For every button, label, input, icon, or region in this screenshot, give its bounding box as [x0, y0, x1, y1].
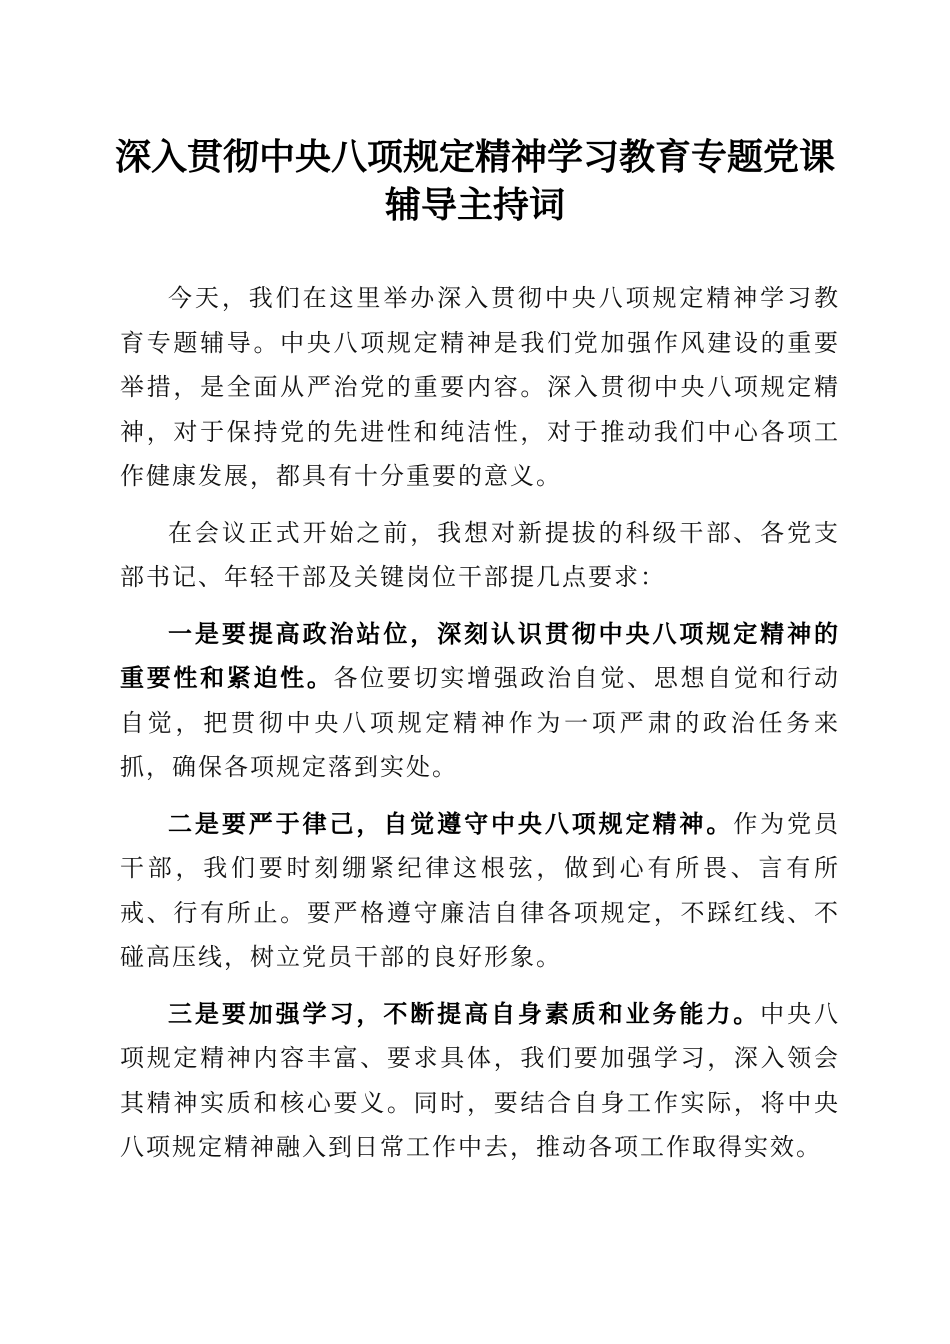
paragraph-text: 在会议正式开始之前，我想对新提拔的科级干部、各党支部书记、年轻干部及关键岗位干部提几点要求： — [120, 518, 840, 591]
paragraph-lead: 二是要严于律己，自觉遵守中央八项规定精神。 — [168, 808, 734, 838]
document-title-line1: 深入贯彻中央八项规定精神学习教育专题党课 — [114, 137, 835, 178]
paragraph-text: 今天，我们在这里举办深入贯彻中央八项规定精神学习教育专题辅导。中央八项规定精神是我们党加强作风建设的重要举措，是全面从严治党的重要内容。深入贯彻中央八项规定精神，对于保持党的先进性和纯洁性，对于推动我们中心各项工作健康发展，都具有十分重要的意义。 — [120, 284, 840, 490]
document-title-line2: 辅导主持词 — [384, 185, 565, 226]
paragraph-lead: 三是要加强学习，不断提高自身素质和业务能力。 — [168, 998, 761, 1028]
paragraph-text: 中央八项规定精神内容丰富、要求具体，我们要加强学习，深入领会其精神实质和核心要义。同时，要结合自身工作实际，将中央八项规定精神融入到日常工作中去，推动各项工作取得实效。 — [120, 999, 841, 1161]
document-body — [120, 276, 840, 1182]
paragraph-requirements-intro — [120, 511, 840, 600]
paragraph-text: 作为党员干部，我们要时刻绷紧纪律这根弦，做到心有所畏、言有所戒、行有所止。要严格遵守廉洁自律各项规定，不踩红线、不碰高压线，树立党员干部的良好形象。 — [120, 809, 840, 971]
paragraph-requirement-two — [120, 802, 840, 980]
paragraph-opening — [120, 276, 840, 499]
paragraph-requirement-one — [120, 612, 840, 790]
paragraph-requirement-three — [120, 992, 840, 1170]
paragraph-lead: 一是要提高政治站位，深刻认识贯彻中央八项规定精神的重要性和紧迫性。 — [120, 618, 840, 692]
paragraph-text: 各位要切实增强政治自觉、思想自觉和行动自觉，把贯彻中央八项规定精神作为一项严肃的政治任务来抓，确保各项规定落到实处。 — [120, 664, 841, 781]
